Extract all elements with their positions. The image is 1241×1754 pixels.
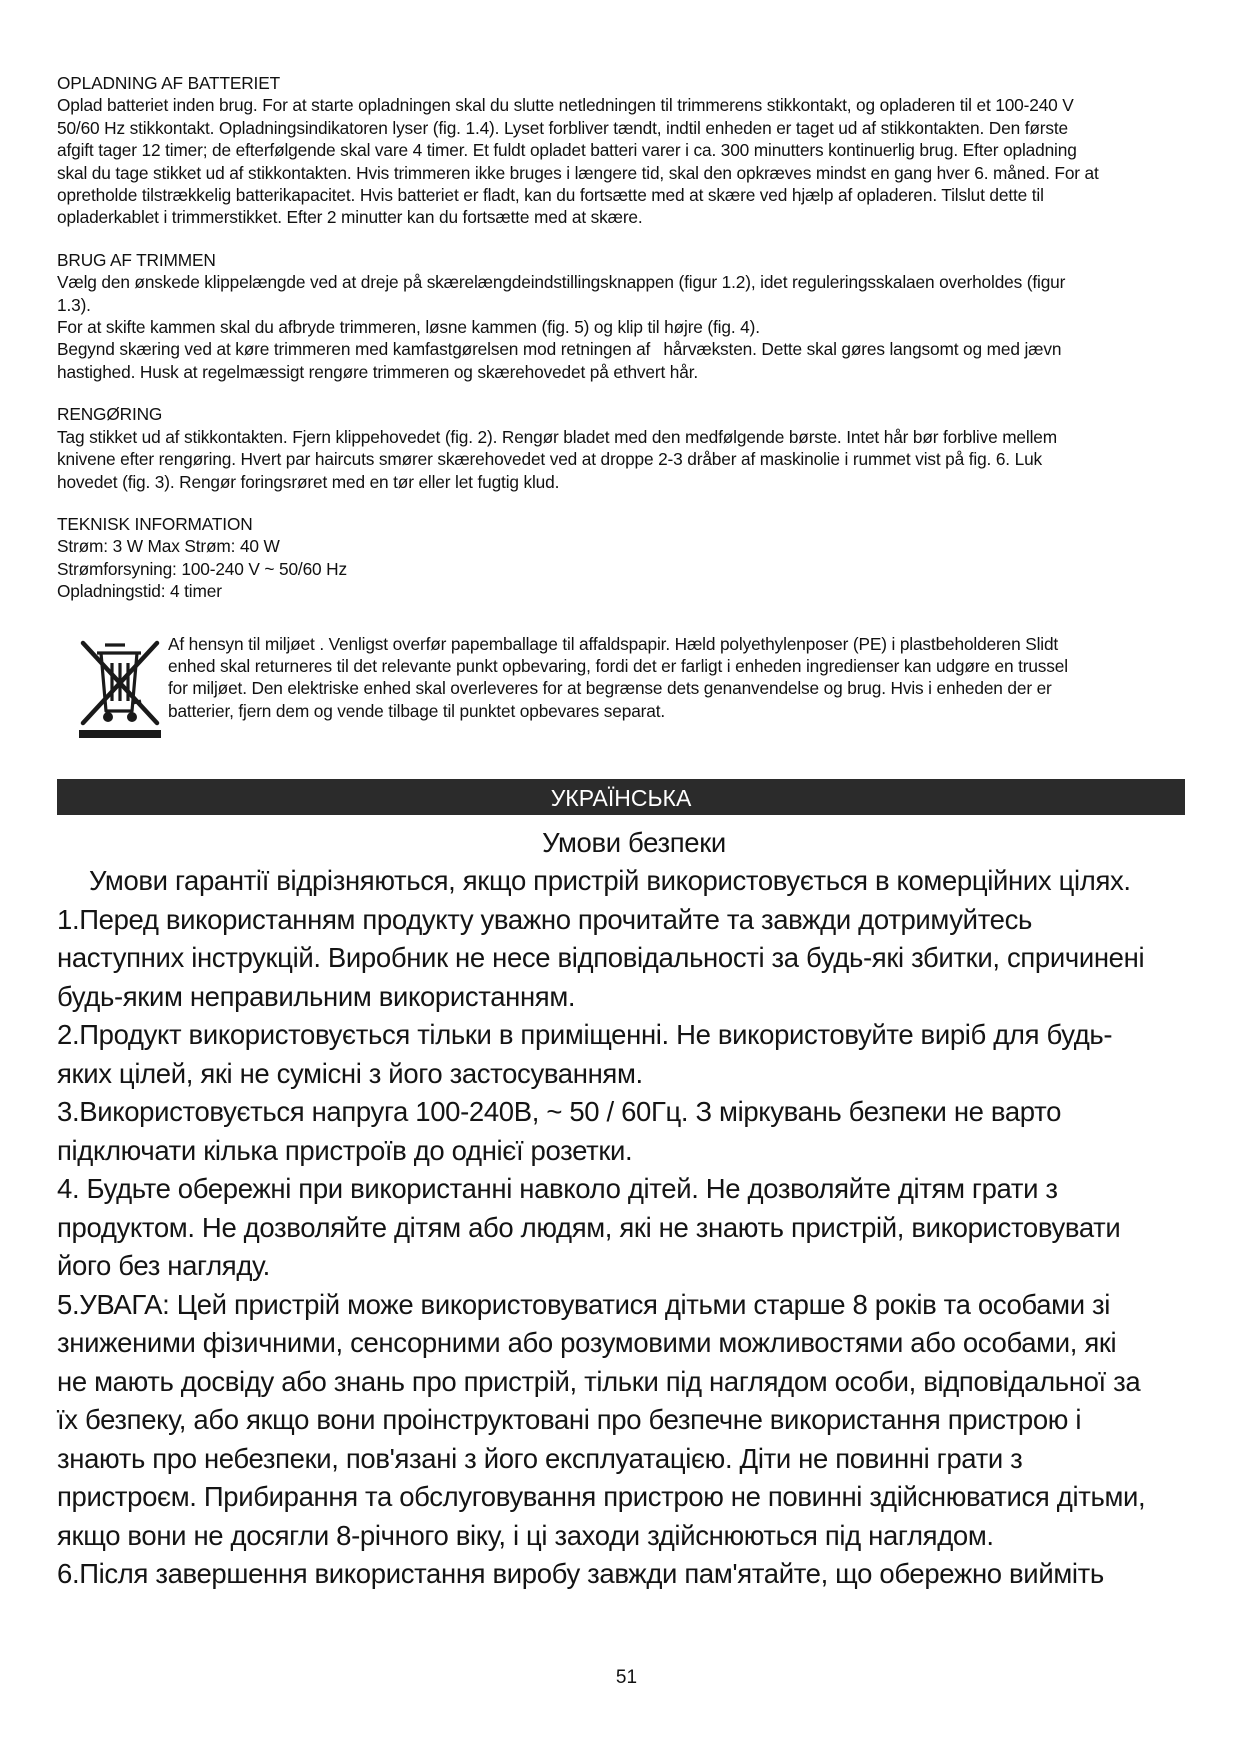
environment-text (168, 633, 1178, 723)
paragraph-line: opladerkablet i trimmerstikket. Efter 2 minutter kan du fortsætte med at skære. (57, 207, 643, 228)
manual-page (57, 72, 1185, 1594)
paragraph-line: Oplad batteriet inden brug. For at starte opladningen skal du slutte netledningen til trimmerens stikkontakt, og opladeren til et 100-240 V (57, 95, 1074, 116)
paragraph-line: 2.Продукт використовується тільки в приміщенні. Не використовуйте виріб для будь- (57, 1019, 1113, 1051)
paragraph-line: opretholde tilstrækkelig batterikapacitet. Hvis batteriet er fladt, kan du fortsætte med at skære ved hjælp af opladeren. Tilslut dette til (57, 185, 1044, 206)
paragraph-line: будь-яким неправильним використанням. (57, 980, 576, 1012)
paragraph-line: 4. Будьте обережні при використанні навколо дітей. Не дозволяйте дітям грати з (57, 1173, 1058, 1205)
spec-line: Opladningstid: 4 timer (57, 581, 222, 602)
paragraph-line: 1.Перед використанням продукту уважно прочитайте та завжди дотримуйтесь (57, 903, 1032, 935)
paragraph-line: якщо вони не досягли 8-річного віку, і ці заходи здійснюються під наглядом. (57, 1519, 994, 1551)
paragraph-line: Tag stikket ud af stikkontakten. Fjern klippehovedet (fig. 2). Rengør bladet med den medfølgende børste. Intet hår bør forblive mellem (57, 426, 1057, 447)
ukrainian-safety-section (57, 824, 1185, 1594)
paragraph-line: Begynd skæring ved at køre trimmeren med kamfastgørelsen mod retningen af hårvæksten. Dette skal gøres langsomt og med jævn (57, 339, 1062, 360)
environment-notice (57, 633, 1185, 743)
paragraph-line: hovedet (fig. 3). Rengør foringsrøret med en tør eller let fugtig klud. (57, 471, 560, 492)
paragraph-line: пристроєм. Прибирання та обслуговування пристрою не повинні здійснюватися дітьми, (57, 1481, 1146, 1513)
section-cleaning (57, 403, 1185, 493)
page-number: 51 (615, 1667, 638, 1688)
section-heading: RENGØRING (57, 404, 163, 425)
paragraph-line: Af hensyn til miljøet . Venligst overfør papemballage til affaldspapir. Hæld polyethylenposer (PE) i plastbeholderen Slidt (168, 633, 1059, 654)
paragraph-line: skal du tage stikket ud af stikkontakten. Hvis trimmeren ikke bruges i længere tid, skal den opkræves mindst en gang hver 6. måned. For at (57, 162, 1099, 183)
paragraph-line: 6.Після завершення використання виробу завжди пам'ятайте, що обережно вийміть (57, 1558, 1104, 1590)
paragraph-line: for miljøet. Den elektriske enhed skal overleveres for at begrænse dets genanvendelse og brug. Hvis i enheden der er (168, 678, 1052, 699)
paragraph-line: enhed skal returneres til det relevante punkt opbevaring, fordi det er farligt i enheden ingredienser kan udgøre en trussel (168, 655, 1068, 676)
paragraph-line: його без нагляду. (57, 1250, 270, 1282)
paragraph-line: не мають досвіду або знань про пристрій, тільки під наглядом особи, відповідальної за (57, 1365, 1141, 1397)
paragraph-line: яких цілей, які не сумісні з його застосуванням. (57, 1057, 643, 1089)
paragraph-line: наступних інструкцій. Виробник не несе відповідальності за будь-які збитки, спричинені (57, 942, 1145, 974)
paragraph-line: 50/60 Hz stikkontakt. Opladningsindikatoren lyser (fig. 1.4). Lyset forbliver tændt, indtil enheden er taget ud af stikkontakten. Den første (57, 117, 1068, 138)
paragraph-line: afgift tager 12 timer; de efterfølgende skal vare 4 timer. Et fuldt opladet batteri varer i ca. 300 minutters kontinuerlig brug. Efter opladning (57, 140, 1077, 161)
paragraph-line: їх безпеку, або якщо вони проінструктовані про безпечне використання пристрою і (57, 1404, 1082, 1436)
paragraph-line: batterier, fjern dem og vende tilbage til punktet opbevares separat. (168, 700, 666, 721)
section-title: Умови безпеки (542, 826, 726, 858)
section-charging (57, 72, 1185, 229)
intro-line: Умови гарантії відрізняються, якщо пристрій використовується в комерційних цілях. (89, 865, 1131, 897)
paragraph-line: 5.УВАГА: Цей пристрій може використовуватися дітьми старше 8 років та особами зі (57, 1288, 1111, 1320)
paragraph-line: Vælg den ønskede klippelængde ved at dreje på skærelængdeindstillingsknappen (figur 1.2), idet reguleringsskalaen overholdes (figur (57, 272, 1066, 293)
paragraph-line: знають про небезпеки, пов'язані з його експлуатацією. Діти не повинні грати з (57, 1442, 1023, 1474)
section-heading: BRUG AF TRIMMEN (57, 249, 216, 270)
language-banner: УКРАЇНСЬКА (57, 779, 1185, 815)
paragraph-line: 1.3). (57, 294, 91, 315)
paragraph-line: knivene efter rengøring. Hvert par haircuts smører skærehovedet ved at droppe 2-3 dråber af maskinolie i rummet vist på fig. 6. Luk (57, 449, 1043, 470)
paragraph-line: зниженими фізичними, сенсорними або розумовими можливостями або особами, які (57, 1327, 1117, 1359)
spec-line: Strømforsyning: 100-240 V ~ 50/60 Hz (57, 558, 347, 579)
paragraph-line: hastighed. Husk at regelmæssigt rengøre trimmeren og skærehovedet på ethvert hår. (57, 361, 699, 382)
section-usage (57, 249, 1185, 383)
crossed-out-wheelie-bin-icon (77, 637, 163, 739)
paragraph-line: продуктом. Не дозволяйте дітям або людям, які не знають пристрій, використовувати (57, 1211, 1121, 1243)
section-heading: TEKNISK INFORMATION (57, 513, 253, 534)
paragraph-line: підключати кілька пристроїв до однієї розетки. (57, 1134, 633, 1166)
paragraph-line: 3.Використовується напруга 100-240В, ~ 50 / 60Гц. З міркувань безпеки не варто (57, 1096, 1062, 1128)
section-heading: OPLADNING AF BATTERIET (57, 73, 280, 93)
paragraph-line: For at skifte kammen skal du afbryde trimmeren, løsne kammen (fig. 5) og klip til højre (fig. 4). (57, 317, 760, 338)
spec-line: Strøm: 3 W Max Strøm: 40 W (57, 536, 280, 557)
section-technical (57, 513, 1185, 603)
